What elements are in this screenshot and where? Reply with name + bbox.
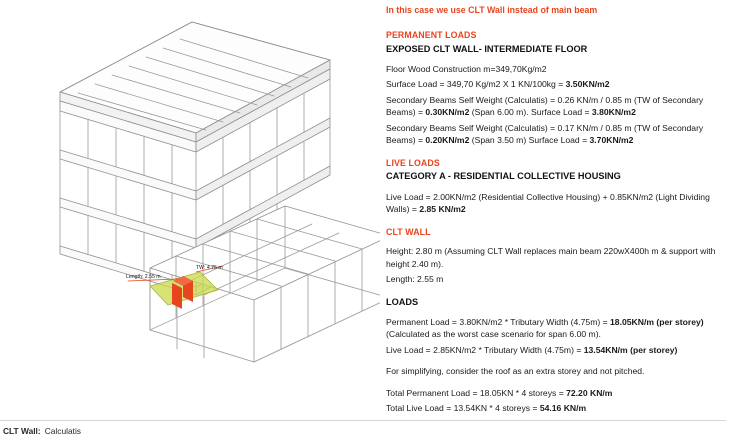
permanent-loads-line-3 xyxy=(386,94,720,119)
lo1-text-b: (Calculated as the worst case scenario for span 6.00 m). xyxy=(386,329,601,340)
pl4-value-b: 3.70KN/m2 xyxy=(589,135,634,146)
intro-note: In this case we use CLT Wall instead of main beam xyxy=(386,5,598,15)
section-loads xyxy=(386,296,720,415)
pl2-value: 3.50KN/m2 xyxy=(565,79,610,90)
permanent-loads-line-1: Floor Wood Construction m=349,70Kg/m2 xyxy=(386,63,547,74)
lo5-text: Total Live Load = 13.54KN * 4 storeys = xyxy=(386,403,540,414)
pl4-text-b: (Span 3.50 m) Surface Load = xyxy=(469,135,590,146)
section-heading-live-loads: LIVE LOADS xyxy=(386,157,440,168)
caption-text: Calculatis xyxy=(44,426,81,436)
section-live-loads xyxy=(386,157,720,216)
permanent-loads-line-2 xyxy=(386,78,720,90)
pl3-text-a: Secondary Beams Self Weight (Calculatis) = 0.26 KN/m / 0.85 m (TW of Secondary Beams) = xyxy=(386,94,704,118)
ll1-text: Live Load = 2.00KN/m2 (Residential Collective Housing) + 0.85KN/m2 (Light Dividing Walls) = xyxy=(386,191,710,215)
section-heading-clt-wall: CLT WALL xyxy=(386,226,431,237)
caption-title: CLT Wall: xyxy=(3,426,41,436)
loads-line-2 xyxy=(386,344,720,356)
section-subheading-permanent-loads: EXPOSED CLT WALL- INTERMEDIATE FLOOR xyxy=(386,43,588,54)
label-length: Length: 2.55 m xyxy=(126,274,161,280)
live-loads-line-1 xyxy=(386,191,720,216)
lo1-value: 18.05KN/m (per storey) xyxy=(610,317,704,328)
pl3-value-a: 0.30KN/m2 xyxy=(425,107,470,118)
lo4-value: 72.20 KN/m xyxy=(566,387,613,398)
pl4-text-a: Secondary Beams Self Weight (Calculatis) = 0.17 KN/m / 0.85 m (TW of Secondary Beams) = xyxy=(386,122,704,146)
section-heading-permanent-loads: PERMANENT LOADS xyxy=(386,29,477,40)
loads-line-4 xyxy=(386,387,720,399)
section-permanent-loads xyxy=(386,29,720,147)
roof-slab xyxy=(60,22,330,142)
axonometric-drawing xyxy=(0,0,380,420)
lo5-value: 54.16 KN/m xyxy=(539,403,587,414)
pl2-text: Surface Load = 349,70 Kg/m2 X 1 KN/100kg = xyxy=(386,79,566,90)
label-tributary-width: TW: 4.75 m xyxy=(196,265,223,271)
clt-wall-line-1: Height: 2.80 m (Assuming CLT Wall replaces main beam 220wX400h m & support with height 2.40 m). xyxy=(386,246,716,269)
permanent-loads-line-4 xyxy=(386,122,720,147)
pl3-value-b: 3.80KN/m2 xyxy=(591,107,636,118)
pl3-text-b: (Span 6.00 m). Surface Load = xyxy=(469,107,592,118)
section-subheading-live-loads: CATEGORY A - RESIDENTIAL COLLECTIVE HOUSING xyxy=(386,171,621,182)
loads-line-5 xyxy=(386,402,720,414)
figure-caption-bar xyxy=(0,420,730,441)
lo4-text: Total Permanent Load = 18.05KN * 4 storeys = xyxy=(386,387,567,398)
lo2-value: 13.54KN/m (per storey) xyxy=(583,344,678,355)
section-clt-wall xyxy=(386,226,720,286)
section-subheading-loads: LOADS xyxy=(386,296,419,307)
building-axonometric-illustration xyxy=(0,0,380,420)
clt-wall-line-2: Length: 2.55 m xyxy=(386,274,444,285)
calculation-text-pane xyxy=(380,0,730,420)
loads-line-3: For simplifying, consider the roof as an extra storey and not pitched. xyxy=(386,366,645,377)
ll1-value: 2.85 KN/m2 xyxy=(419,204,466,215)
right-margin xyxy=(726,0,730,441)
pl4-value-a: 0.20KN/m2 xyxy=(425,135,470,146)
lo1-text-a: Permanent Load = 3.80KN/m2 * Tributary Width (4.75m) = xyxy=(386,317,611,328)
loads-line-1 xyxy=(386,316,720,341)
lo2-text: Live Load = 2.85KN/m2 * Tributary Width (4.75m) = xyxy=(386,344,584,355)
